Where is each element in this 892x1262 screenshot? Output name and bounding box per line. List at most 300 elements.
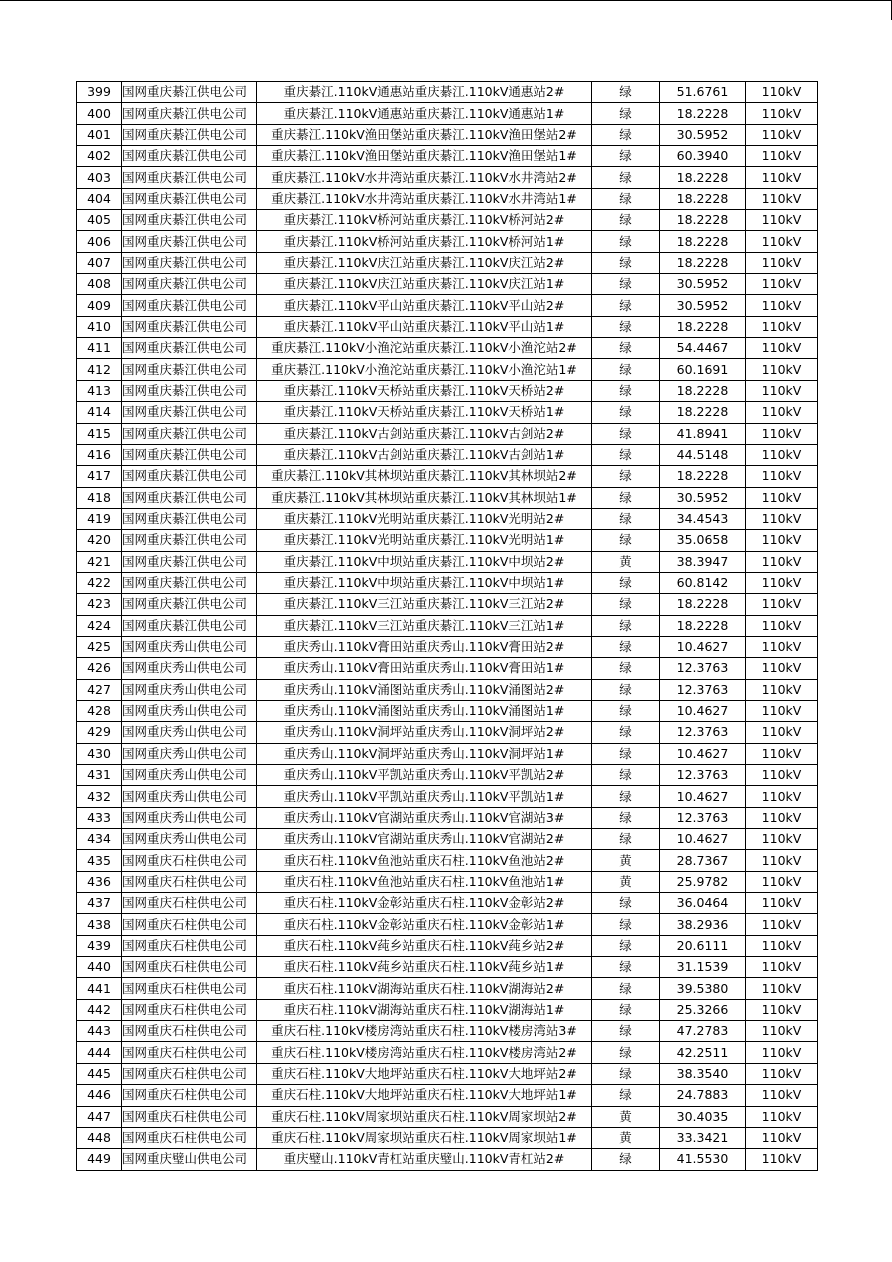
value-cell: 38.3947	[660, 551, 746, 572]
voltage-cell: 110kV	[746, 338, 818, 359]
row-number: 436	[77, 871, 122, 892]
table-row	[77, 829, 818, 850]
row-number: 433	[77, 807, 122, 828]
voltage-cell: 110kV	[746, 871, 818, 892]
station-cell: 重庆綦江.110kV庆江站重庆綦江.110kV庆江站1#	[257, 274, 592, 295]
company-cell: 国网重庆綦江供电公司	[122, 188, 257, 209]
station-cell: 重庆綦江.110kV渔田堡站重庆綦江.110kV渔田堡站1#	[257, 146, 592, 167]
station-cell: 重庆石柱.110kV莼乡站重庆石柱.110kV莼乡站1#	[257, 957, 592, 978]
table-row	[77, 1149, 818, 1170]
table-row	[77, 167, 818, 188]
row-number: 402	[77, 146, 122, 167]
row-number: 401	[77, 124, 122, 145]
table-row	[77, 722, 818, 743]
value-cell: 51.6761	[660, 82, 746, 103]
status-color-cell: 绿	[592, 231, 660, 252]
status-color-cell: 绿	[592, 1085, 660, 1106]
company-cell: 国网重庆石柱供电公司	[122, 850, 257, 871]
voltage-cell: 110kV	[746, 978, 818, 999]
row-number: 411	[77, 338, 122, 359]
row-number: 445	[77, 1063, 122, 1084]
voltage-cell: 110kV	[746, 1063, 818, 1084]
station-cell: 重庆石柱.110kV湖海站重庆石柱.110kV湖海站2#	[257, 978, 592, 999]
row-number: 413	[77, 380, 122, 401]
row-number: 446	[77, 1085, 122, 1106]
row-number: 425	[77, 636, 122, 657]
voltage-cell: 110kV	[746, 1085, 818, 1106]
row-number: 432	[77, 786, 122, 807]
company-cell: 国网重庆秀山供电公司	[122, 722, 257, 743]
value-cell: 30.5952	[660, 295, 746, 316]
station-cell: 重庆石柱.110kV楼房湾站重庆石柱.110kV楼房湾站2#	[257, 1042, 592, 1063]
row-number: 424	[77, 615, 122, 636]
voltage-cell: 110kV	[746, 423, 818, 444]
voltage-cell: 110kV	[746, 167, 818, 188]
table-row	[77, 572, 818, 593]
row-number: 418	[77, 487, 122, 508]
value-cell: 44.5148	[660, 444, 746, 465]
voltage-cell: 110kV	[746, 722, 818, 743]
station-cell: 重庆秀山.110kV涌图站重庆秀山.110kV涌图站1#	[257, 700, 592, 721]
table-row	[77, 551, 818, 572]
table-row	[77, 658, 818, 679]
row-number: 415	[77, 423, 122, 444]
company-cell: 国网重庆綦江供电公司	[122, 274, 257, 295]
value-cell: 25.9782	[660, 871, 746, 892]
company-cell: 国网重庆綦江供电公司	[122, 316, 257, 337]
row-number: 428	[77, 700, 122, 721]
station-cell: 重庆綦江.110kV平山站重庆綦江.110kV平山站2#	[257, 295, 592, 316]
table-row	[77, 615, 818, 636]
status-color-cell: 绿	[592, 935, 660, 956]
value-cell: 31.1539	[660, 957, 746, 978]
table-body	[77, 82, 818, 1171]
company-cell: 国网重庆秀山供电公司	[122, 700, 257, 721]
value-cell: 47.2783	[660, 1021, 746, 1042]
row-number: 431	[77, 765, 122, 786]
value-cell: 12.3763	[660, 807, 746, 828]
table-row	[77, 786, 818, 807]
voltage-cell: 110kV	[746, 935, 818, 956]
voltage-cell: 110kV	[746, 252, 818, 273]
company-cell: 国网重庆綦江供电公司	[122, 466, 257, 487]
station-cell: 重庆綦江.110kV通惠站重庆綦江.110kV通惠站1#	[257, 103, 592, 124]
value-cell: 10.4627	[660, 786, 746, 807]
value-cell: 12.3763	[660, 679, 746, 700]
voltage-cell: 110kV	[746, 103, 818, 124]
status-color-cell: 绿	[592, 765, 660, 786]
row-number: 443	[77, 1021, 122, 1042]
table-row	[77, 466, 818, 487]
company-cell: 国网重庆石柱供电公司	[122, 1106, 257, 1127]
table-row	[77, 850, 818, 871]
value-cell: 12.3763	[660, 658, 746, 679]
company-cell: 国网重庆綦江供电公司	[122, 252, 257, 273]
company-cell: 国网重庆璧山供电公司	[122, 1149, 257, 1170]
row-number: 412	[77, 359, 122, 380]
table-row	[77, 274, 818, 295]
row-number: 404	[77, 188, 122, 209]
status-color-cell: 绿	[592, 210, 660, 231]
row-number: 416	[77, 444, 122, 465]
station-cell: 重庆綦江.110kV三江站重庆綦江.110kV三江站2#	[257, 594, 592, 615]
station-cell: 重庆秀山.110kV膏田站重庆秀山.110kV膏田站1#	[257, 658, 592, 679]
status-color-cell: 绿	[592, 700, 660, 721]
table-row	[77, 295, 818, 316]
company-cell: 国网重庆石柱供电公司	[122, 978, 257, 999]
value-cell: 18.2228	[660, 380, 746, 401]
row-number: 410	[77, 316, 122, 337]
status-color-cell: 绿	[592, 402, 660, 423]
voltage-cell: 110kV	[746, 1127, 818, 1148]
value-cell: 18.2228	[660, 615, 746, 636]
value-cell: 10.4627	[660, 700, 746, 721]
company-cell: 国网重庆石柱供电公司	[122, 914, 257, 935]
station-cell: 重庆秀山.110kV洞坪站重庆秀山.110kV洞坪站2#	[257, 722, 592, 743]
station-cell: 重庆石柱.110kV鱼池站重庆石柱.110kV鱼池站2#	[257, 850, 592, 871]
substation-table	[76, 81, 818, 1171]
voltage-cell: 110kV	[746, 530, 818, 551]
voltage-cell: 110kV	[746, 1042, 818, 1063]
station-cell: 重庆秀山.110kV洞坪站重庆秀山.110kV洞坪站1#	[257, 743, 592, 764]
company-cell: 国网重庆石柱供电公司	[122, 1085, 257, 1106]
table-row	[77, 700, 818, 721]
company-cell: 国网重庆綦江供电公司	[122, 423, 257, 444]
voltage-cell: 110kV	[746, 679, 818, 700]
status-color-cell: 绿	[592, 893, 660, 914]
voltage-cell: 110kV	[746, 807, 818, 828]
voltage-cell: 110kV	[746, 444, 818, 465]
company-cell: 国网重庆綦江供电公司	[122, 508, 257, 529]
station-cell: 重庆秀山.110kV膏田站重庆秀山.110kV膏田站2#	[257, 636, 592, 657]
voltage-cell: 110kV	[746, 765, 818, 786]
voltage-cell: 110kV	[746, 380, 818, 401]
station-cell: 重庆秀山.110kV官湖站重庆秀山.110kV官湖站2#	[257, 829, 592, 850]
station-cell: 重庆石柱.110kV周家坝站重庆石柱.110kV周家坝站1#	[257, 1127, 592, 1148]
status-color-cell: 绿	[592, 999, 660, 1020]
company-cell: 国网重庆綦江供电公司	[122, 487, 257, 508]
station-cell: 重庆綦江.110kV中坝站重庆綦江.110kV中坝站1#	[257, 572, 592, 593]
voltage-cell: 110kV	[746, 359, 818, 380]
station-cell: 重庆石柱.110kV周家坝站重庆石柱.110kV周家坝站2#	[257, 1106, 592, 1127]
value-cell: 30.4035	[660, 1106, 746, 1127]
company-cell: 国网重庆秀山供电公司	[122, 658, 257, 679]
value-cell: 18.2228	[660, 103, 746, 124]
status-color-cell: 绿	[592, 1063, 660, 1084]
row-number: 421	[77, 551, 122, 572]
status-color-cell: 绿	[592, 487, 660, 508]
company-cell: 国网重庆石柱供电公司	[122, 957, 257, 978]
value-cell: 12.3763	[660, 722, 746, 743]
value-cell: 18.2228	[660, 188, 746, 209]
table-row	[77, 210, 818, 231]
company-cell: 国网重庆綦江供电公司	[122, 530, 257, 551]
status-color-cell: 绿	[592, 380, 660, 401]
status-color-cell: 绿	[592, 252, 660, 273]
station-cell: 重庆石柱.110kV大地坪站重庆石柱.110kV大地坪站2#	[257, 1063, 592, 1084]
table-row	[77, 252, 818, 273]
status-color-cell: 绿	[592, 295, 660, 316]
company-cell: 国网重庆石柱供电公司	[122, 999, 257, 1020]
table-row	[77, 188, 818, 209]
status-color-cell: 绿	[592, 124, 660, 145]
table-row	[77, 807, 818, 828]
company-cell: 国网重庆綦江供电公司	[122, 551, 257, 572]
station-cell: 重庆綦江.110kV其林坝站重庆綦江.110kV其林坝站2#	[257, 466, 592, 487]
status-color-cell: 黄	[592, 551, 660, 572]
status-color-cell: 黄	[592, 871, 660, 892]
company-cell: 国网重庆綦江供电公司	[122, 594, 257, 615]
table-row	[77, 402, 818, 423]
table-row	[77, 1085, 818, 1106]
company-cell: 国网重庆秀山供电公司	[122, 786, 257, 807]
station-cell: 重庆秀山.110kV涌图站重庆秀山.110kV涌图站2#	[257, 679, 592, 700]
voltage-cell: 110kV	[746, 594, 818, 615]
station-cell: 重庆綦江.110kV小渔沱站重庆綦江.110kV小渔沱站1#	[257, 359, 592, 380]
status-color-cell: 绿	[592, 594, 660, 615]
station-cell: 重庆綦江.110kV桥河站重庆綦江.110kV桥河站1#	[257, 231, 592, 252]
voltage-cell: 110kV	[746, 274, 818, 295]
voltage-cell: 110kV	[746, 188, 818, 209]
company-cell: 国网重庆綦江供电公司	[122, 124, 257, 145]
row-number: 447	[77, 1106, 122, 1127]
value-cell: 18.2228	[660, 231, 746, 252]
voltage-cell: 110kV	[746, 700, 818, 721]
station-cell: 重庆秀山.110kV平凯站重庆秀山.110kV平凯站2#	[257, 765, 592, 786]
value-cell: 18.2228	[660, 252, 746, 273]
value-cell: 18.2228	[660, 466, 746, 487]
value-cell: 18.2228	[660, 167, 746, 188]
voltage-cell: 110kV	[746, 146, 818, 167]
company-cell: 国网重庆綦江供电公司	[122, 103, 257, 124]
row-number: 419	[77, 508, 122, 529]
company-cell: 国网重庆石柱供电公司	[122, 935, 257, 956]
status-color-cell: 绿	[592, 722, 660, 743]
row-number: 440	[77, 957, 122, 978]
status-color-cell: 绿	[592, 807, 660, 828]
table-row	[77, 893, 818, 914]
station-cell: 重庆石柱.110kV湖海站重庆石柱.110kV湖海站1#	[257, 999, 592, 1020]
row-number: 441	[77, 978, 122, 999]
station-cell: 重庆石柱.110kV鱼池站重庆石柱.110kV鱼池站1#	[257, 871, 592, 892]
table-row	[77, 423, 818, 444]
voltage-cell: 110kV	[746, 210, 818, 231]
status-color-cell: 绿	[592, 658, 660, 679]
row-number: 438	[77, 914, 122, 935]
value-cell: 42.2511	[660, 1042, 746, 1063]
voltage-cell: 110kV	[746, 295, 818, 316]
station-cell: 重庆綦江.110kV三江站重庆綦江.110kV三江站1#	[257, 615, 592, 636]
value-cell: 34.4543	[660, 508, 746, 529]
row-number: 414	[77, 402, 122, 423]
station-cell: 重庆石柱.110kV金彰站重庆石柱.110kV金彰站2#	[257, 893, 592, 914]
status-color-cell: 绿	[592, 103, 660, 124]
table-row	[77, 444, 818, 465]
row-number: 409	[77, 295, 122, 316]
value-cell: 12.3763	[660, 765, 746, 786]
voltage-cell: 110kV	[746, 231, 818, 252]
row-number: 406	[77, 231, 122, 252]
status-color-cell: 绿	[592, 82, 660, 103]
table-row	[77, 231, 818, 252]
row-number: 400	[77, 103, 122, 124]
value-cell: 36.0464	[660, 893, 746, 914]
status-color-cell: 绿	[592, 444, 660, 465]
station-cell: 重庆石柱.110kV大地坪站重庆石柱.110kV大地坪站1#	[257, 1085, 592, 1106]
status-color-cell: 绿	[592, 359, 660, 380]
station-cell: 重庆秀山.110kV官湖站重庆秀山.110kV官湖站3#	[257, 807, 592, 828]
table-row	[77, 508, 818, 529]
company-cell: 国网重庆石柱供电公司	[122, 1021, 257, 1042]
value-cell: 30.5952	[660, 487, 746, 508]
station-cell: 重庆綦江.110kV庆江站重庆綦江.110kV庆江站2#	[257, 252, 592, 273]
station-cell: 重庆綦江.110kV古剑站重庆綦江.110kV古剑站1#	[257, 444, 592, 465]
value-cell: 35.0658	[660, 530, 746, 551]
table-row	[77, 594, 818, 615]
company-cell: 国网重庆綦江供电公司	[122, 359, 257, 380]
value-cell: 54.4467	[660, 338, 746, 359]
row-number: 407	[77, 252, 122, 273]
row-number: 427	[77, 679, 122, 700]
voltage-cell: 110kV	[746, 551, 818, 572]
row-number: 420	[77, 530, 122, 551]
voltage-cell: 110kV	[746, 615, 818, 636]
row-number: 417	[77, 466, 122, 487]
table-row	[77, 978, 818, 999]
voltage-cell: 110kV	[746, 786, 818, 807]
value-cell: 60.3940	[660, 146, 746, 167]
station-cell: 重庆綦江.110kV通惠站重庆綦江.110kV通惠站2#	[257, 82, 592, 103]
status-color-cell: 绿	[592, 508, 660, 529]
company-cell: 国网重庆秀山供电公司	[122, 765, 257, 786]
station-cell: 重庆綦江.110kV平山站重庆綦江.110kV平山站1#	[257, 316, 592, 337]
voltage-cell: 110kV	[746, 636, 818, 657]
status-color-cell: 绿	[592, 914, 660, 935]
voltage-cell: 110kV	[746, 402, 818, 423]
row-number: 437	[77, 893, 122, 914]
value-cell: 18.2228	[660, 210, 746, 231]
status-color-cell: 绿	[592, 829, 660, 850]
row-number: 442	[77, 999, 122, 1020]
station-cell: 重庆綦江.110kV光明站重庆綦江.110kV光明站1#	[257, 530, 592, 551]
status-color-cell: 绿	[592, 1042, 660, 1063]
table-row	[77, 1042, 818, 1063]
row-number: 434	[77, 829, 122, 850]
value-cell: 38.3540	[660, 1063, 746, 1084]
voltage-cell: 110kV	[746, 316, 818, 337]
row-number: 435	[77, 850, 122, 871]
voltage-cell: 110kV	[746, 914, 818, 935]
voltage-cell: 110kV	[746, 1106, 818, 1127]
company-cell: 国网重庆綦江供电公司	[122, 146, 257, 167]
table-row	[77, 124, 818, 145]
voltage-cell: 110kV	[746, 82, 818, 103]
company-cell: 国网重庆綦江供电公司	[122, 402, 257, 423]
value-cell: 25.3266	[660, 999, 746, 1020]
station-cell: 重庆綦江.110kV水井湾站重庆綦江.110kV水井湾站1#	[257, 188, 592, 209]
status-color-cell: 黄	[592, 850, 660, 871]
station-cell: 重庆綦江.110kV桥河站重庆綦江.110kV桥河站2#	[257, 210, 592, 231]
voltage-cell: 110kV	[746, 487, 818, 508]
company-cell: 国网重庆石柱供电公司	[122, 893, 257, 914]
row-number: 444	[77, 1042, 122, 1063]
value-cell: 10.4627	[660, 829, 746, 850]
value-cell: 39.5380	[660, 978, 746, 999]
row-number: 430	[77, 743, 122, 764]
table-row	[77, 1127, 818, 1148]
status-color-cell: 绿	[592, 957, 660, 978]
company-cell: 国网重庆綦江供电公司	[122, 295, 257, 316]
voltage-cell: 110kV	[746, 743, 818, 764]
voltage-cell: 110kV	[746, 508, 818, 529]
company-cell: 国网重庆秀山供电公司	[122, 743, 257, 764]
status-color-cell: 绿	[592, 146, 660, 167]
row-number: 399	[77, 82, 122, 103]
company-cell: 国网重庆秀山供电公司	[122, 679, 257, 700]
row-number: 403	[77, 167, 122, 188]
station-cell: 重庆石柱.110kV金彰站重庆石柱.110kV金彰站1#	[257, 914, 592, 935]
status-color-cell: 绿	[592, 167, 660, 188]
value-cell: 10.4627	[660, 636, 746, 657]
station-cell: 重庆綦江.110kV光明站重庆綦江.110kV光明站2#	[257, 508, 592, 529]
status-color-cell: 绿	[592, 743, 660, 764]
table-row	[77, 743, 818, 764]
row-number: 448	[77, 1127, 122, 1148]
company-cell: 国网重庆綦江供电公司	[122, 82, 257, 103]
company-cell: 国网重庆綦江供电公司	[122, 338, 257, 359]
company-cell: 国网重庆綦江供电公司	[122, 167, 257, 188]
company-cell: 国网重庆秀山供电公司	[122, 829, 257, 850]
status-color-cell: 绿	[592, 978, 660, 999]
status-color-cell: 黄	[592, 1127, 660, 1148]
status-color-cell: 绿	[592, 338, 660, 359]
company-cell: 国网重庆石柱供电公司	[122, 1127, 257, 1148]
station-cell: 重庆綦江.110kV其林坝站重庆綦江.110kV其林坝站1#	[257, 487, 592, 508]
voltage-cell: 110kV	[746, 957, 818, 978]
table-row	[77, 957, 818, 978]
row-number: 422	[77, 572, 122, 593]
value-cell: 18.2228	[660, 402, 746, 423]
value-cell: 60.1691	[660, 359, 746, 380]
table-row	[77, 530, 818, 551]
company-cell: 国网重庆秀山供电公司	[122, 636, 257, 657]
row-number: 405	[77, 210, 122, 231]
company-cell: 国网重庆綦江供电公司	[122, 231, 257, 252]
voltage-cell: 110kV	[746, 893, 818, 914]
status-color-cell: 绿	[592, 679, 660, 700]
page-top-border	[0, 0, 892, 1]
table-row	[77, 316, 818, 337]
table-row	[77, 146, 818, 167]
status-color-cell: 绿	[592, 466, 660, 487]
value-cell: 38.2936	[660, 914, 746, 935]
table-row	[77, 487, 818, 508]
company-cell: 国网重庆秀山供电公司	[122, 807, 257, 828]
company-cell: 国网重庆綦江供电公司	[122, 444, 257, 465]
table-row	[77, 935, 818, 956]
value-cell: 24.7883	[660, 1085, 746, 1106]
station-cell: 重庆綦江.110kV小渔沱站重庆綦江.110kV小渔沱站2#	[257, 338, 592, 359]
value-cell: 30.5952	[660, 274, 746, 295]
voltage-cell: 110kV	[746, 124, 818, 145]
status-color-cell: 绿	[592, 636, 660, 657]
status-color-cell: 绿	[592, 316, 660, 337]
station-cell: 重庆綦江.110kV天桥站重庆綦江.110kV天桥站1#	[257, 402, 592, 423]
table-row	[77, 1106, 818, 1127]
status-color-cell: 黄	[592, 1106, 660, 1127]
value-cell: 41.8941	[660, 423, 746, 444]
table-row	[77, 359, 818, 380]
